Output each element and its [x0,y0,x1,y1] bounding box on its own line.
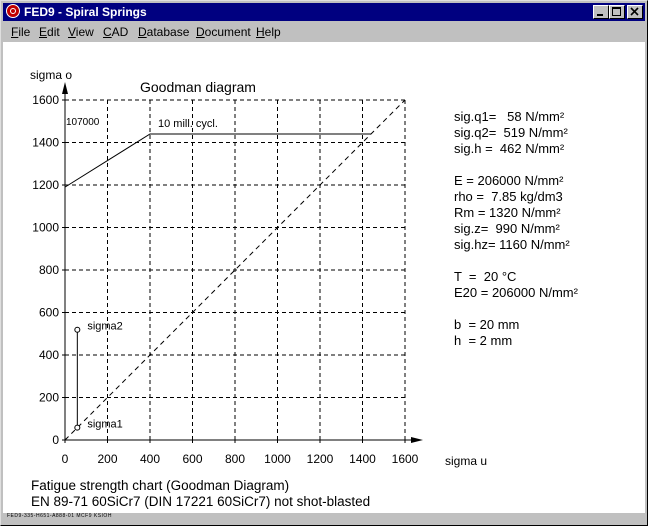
chart-working-points [75,321,123,431]
y-tick-label: 1200 [32,178,59,192]
close-icon [628,6,642,18]
y-tick-label: 200 [38,390,59,405]
x-tick-label: 800 [224,452,246,466]
menu-document-accel: D [196,25,205,39]
menu-database-label: atabase [146,25,190,39]
x-tick-label: 1600 [391,452,419,466]
y-tick-label: 600 [38,305,59,320]
status-text: FED9-335-H651-A888-01 MCF9 KSIOH [7,513,112,519]
title-bar[interactable] [3,3,645,21]
window-title: FED9 - Spiral Springs [24,5,147,19]
results-panel [454,109,578,349]
y-axis-arrow [62,82,68,94]
cycles-annotation: 107000 [66,117,100,128]
footer-material: EN 89-71 60SiCr7 (DIN 17221 60SiCr7) not shot-blasted [31,494,371,509]
result-line: h = 2 mm [454,333,513,348]
y-tick-label: 1400 [32,135,59,150]
result-line: E20 = 206000 N/mm² [454,285,578,300]
menu-edit-label: dit [47,25,60,39]
x-axis-arrow [411,437,423,443]
x-tick-label: 0 [61,452,69,466]
goodman-limit-line [65,134,371,187]
y-tick-label: 1600 [32,93,59,107]
result-line: Rm = 1320 N/mm² [454,205,561,220]
working-point-label: sigma1 [87,418,123,431]
working-point-label: sigma2 [87,320,123,333]
x-tick-label: 400 [139,452,161,466]
menu-bar [3,22,645,42]
menu-help-accel: H [256,25,265,39]
working-point-sigma2 [75,327,80,332]
result-line [454,157,578,173]
menu-file-accel: F [11,25,19,39]
y-tick-label: 1000 [32,220,59,235]
x-tick-label: 1000 [264,452,291,466]
menu-cad-label: AD [111,25,129,39]
document-area [3,42,645,513]
result-line [454,253,578,269]
menu-cad-accel: C [103,25,112,39]
footer-title: Fatigue strength chart (Goodman Diagram) [31,478,290,493]
minimize-icon [594,6,608,18]
menu-help[interactable] [256,25,281,39]
result-line: T = 20 °C [454,269,517,284]
x-tick-label: 1200 [306,452,334,466]
menu-document[interactable] [196,25,251,39]
x-axis-label: sigma u [445,454,488,468]
result-line: sig.q2= 519 N/mm² [454,125,568,140]
result-line: sig.z= 990 N/mm² [454,221,560,236]
menu-view-accel: V [68,25,76,39]
result-line [454,301,578,317]
working-point-sigma1 [75,425,80,430]
menu-edit-accel: E [39,25,48,39]
y-tick-label: 800 [38,263,59,277]
menu-file[interactable] [11,25,30,39]
spiral-spring-icon[interactable] [6,4,20,18]
result-line: sig.h = 462 N/mm² [454,141,565,156]
series-label: 10 mill. cycl. [158,118,218,130]
result-line: sig.hz= 1160 N/mm² [454,237,570,252]
result-line: sig.q1= 58 N/mm² [454,109,565,124]
result-line: E = 206000 N/mm² [454,173,564,188]
x-tick-label: 600 [182,452,203,466]
menu-view-label: iew [75,25,94,39]
menu-database[interactable] [138,25,189,39]
menu-edit[interactable] [39,25,60,39]
x-tick-label: 1400 [349,452,376,466]
minimize-button[interactable] [593,5,609,19]
menu-file-label: ile [18,25,31,39]
status-bar [3,513,645,523]
menu-database-accel: D [138,25,147,39]
y-tick-label: 0 [52,433,59,447]
y-axis-label: sigma o [30,68,73,82]
result-line: rho = 7.85 kg/dm3 [454,189,563,204]
chart-title: Goodman diagram [140,79,256,95]
y-tick-label: 400 [38,348,59,362]
close-button[interactable] [627,5,643,19]
menu-cad[interactable] [103,25,128,39]
menu-document-label: ocument [204,25,251,39]
menu-view[interactable] [68,25,94,39]
x-tick-label: 200 [97,452,118,466]
maximize-button[interactable] [609,5,625,19]
menu-help-label: elp [264,25,281,39]
result-line: b = 20 mm [454,317,520,332]
maximize-icon [610,6,624,18]
